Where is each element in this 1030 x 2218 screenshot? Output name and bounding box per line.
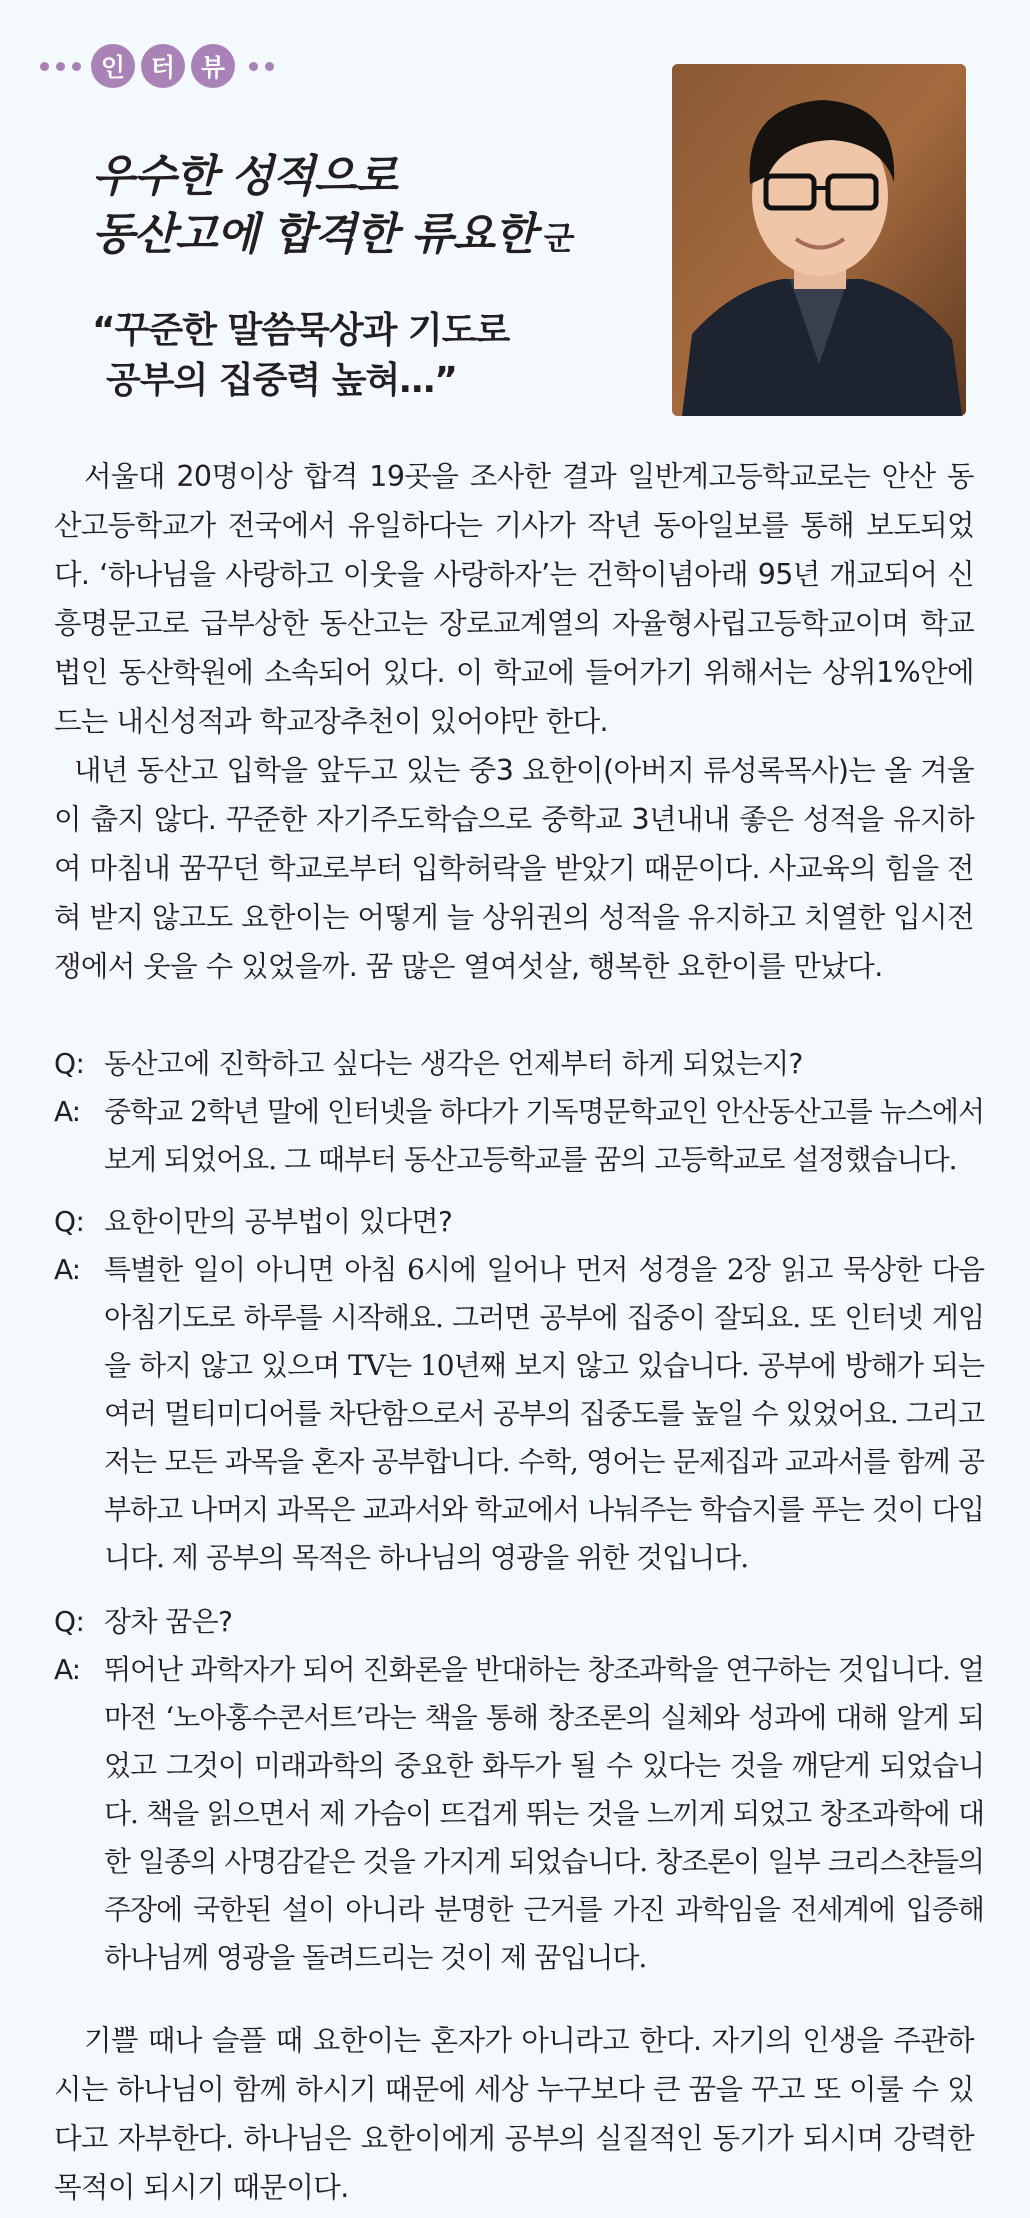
- qa-block-3: [54, 1598, 984, 1982]
- interview-badge: [40, 44, 281, 88]
- answer: [54, 1246, 984, 1582]
- article-subtitle: [92, 306, 652, 406]
- decor-dot-icon: [265, 62, 274, 71]
- outro-text: 기쁠 때나 슬플 때 요한이는 혼자가 아니라고 한다. 자기의 인생을 주관하시는 하나님이 함께 하시기 때문에 세상 누구보다 큰 꿈을 꾸고 또 이룰 수 있다고 자부한다. 하나님은 요한이에게 공부의 실질적인 동기가 되시며 강력한 목적이 되시기 때문이다.: [54, 2024, 974, 2204]
- question-label: Q:: [54, 1605, 85, 1638]
- portrait-photo: [672, 64, 966, 416]
- title-line-1: 우수한 성적으로: [92, 151, 397, 202]
- intro-paragraph-2: 내년 동산고 입학을 앞두고 있는 중3 요한이(아버지 류성록목사)는 올 겨울이 춥지 않다. 꾸준한 자기주도학습으로 중학교 3년내내 좋은 성적을 유지하여 마침내 꿈꾸던 학교로부터 입학허락을 받았기 때문이다. 사교육의 힘을 전혀 받지 않고도 요한이는 어떻게 늘 상위권의 성적을 유지하고 치열한 입시전쟁에서 웃을 수 있었을까. 꿈 많은 열여섯살, 행복한 요한이를 만났다.: [54, 754, 974, 983]
- portrait-photo-icon: [672, 64, 966, 416]
- answer-text: 특별한 일이 아니면 아침 6시에 일어나 먼저 성경을 2장 읽고 묵상한 다음 아침기도로 하루를 시작해요. 그러면 공부에 집중이 잘되요. 또 인터넷 게임을 하지 않고 있으며 TV는 10년째 보지 않고 있습니다. 공부에 방해가 되는 여러 멀티미디어를 차단함으로서 공부의 집중도를 높일 수 있었어요. 그리고 저는 모든 과목을 혼자 공부합니다. 수학, 영어는 문제집과 교과서를 함께 공부하고 나머지 과목은 교과서와 학교에서 나눠주는 학습지를 푸는 것이 다입니다. 제 공부의 목적은 하나님의 영광을 위한 것입니다.: [104, 1253, 984, 1574]
- article-title: [92, 148, 652, 267]
- decor-dot-icon: [72, 62, 81, 71]
- badge-char: 터: [141, 44, 185, 88]
- qa-block-2: [54, 1198, 984, 1582]
- answer-text: 뛰어난 과학자가 되어 진화론을 반대하는 창조과학을 연구하는 것입니다. 얼마전 ‘노아홍수콘서트’라는 책을 통해 창조론의 실체와 성과에 대해 알게 되었고 그것이 미래과학의 중요한 화두가 될 수 있다는 것을 깨닫게 되었습니다. 책을 읽으면서 제 가슴이 뜨겁게 뛰는 것을 느끼게 되었고 창조과학에 대한 일종의 사명감같은 것을 가지게 되었습니다. 창조론이 일부 크리스챤들의 주장에 국한된 설이 아니라 분명한 근거를 가진 과학임을 전세계에 입증해 하나님께 영광을 돌려드리는 것이 제 꿈입니다.: [104, 1653, 984, 1974]
- answer: [54, 1646, 984, 1982]
- question-text: 동산고에 진학하고 싶다는 생각은 언제부터 하게 되었는지?: [104, 1047, 803, 1080]
- title-suffix: 군: [543, 219, 574, 257]
- question: [54, 1198, 984, 1246]
- intro-text: [54, 452, 974, 991]
- decor-dot-icon: [249, 62, 258, 71]
- answer-label: A:: [54, 1253, 81, 1286]
- answer: [54, 1088, 984, 1184]
- question: [54, 1040, 984, 1088]
- badge-char: 인: [91, 44, 135, 88]
- question-label: Q:: [54, 1047, 85, 1080]
- decor-dot-icon: [40, 62, 49, 71]
- subtitle-line-2: 공부의 집중력 높혀…”: [106, 360, 457, 401]
- question-text: 장차 꿈은?: [104, 1605, 233, 1638]
- question-text: 요한이만의 공부법이 있다면?: [104, 1205, 453, 1238]
- qa-block-1: [54, 1040, 984, 1184]
- title-line-2-text: 동산고에 합격한 류요한: [92, 209, 536, 260]
- question-label: Q:: [54, 1205, 85, 1238]
- answer-text: 중학교 2학년 말에 인터넷을 하다가 기독명문학교인 안산동산고를 뉴스에서 보게 되었어요. 그 때부터 동산고등학교를 꿈의 고등학교로 설정했습니다.: [104, 1095, 984, 1176]
- decor-dot-icon: [56, 62, 65, 71]
- badge-char: 뷰: [191, 44, 235, 88]
- intro-paragraph-1: 서울대 20명이상 합격 19곳을 조사한 결과 일반계고등학교로는 안산 동산고등학교가 전국에서 유일하다는 기사가 작년 동아일보를 통해 보도되었다. ‘하나님을 사랑하고 이웃을 사랑하자’는 건학이념아래 95년 개교되어 신흥명문고로 급부상한 동산고는 장로교계열의 자율형사립고등학교이며 학교법인 동산학원에 소속되어 있다. 이 학교에 들어가기 위해서는 상위1%안에 드는 내신성적과 학교장추천이 있어야만 한다.: [54, 460, 974, 738]
- subtitle-line-1: “꾸준한 말씀묵상과 기도로: [92, 310, 510, 351]
- answer-label: A:: [54, 1095, 81, 1128]
- title-line-2: [92, 206, 652, 267]
- question: [54, 1598, 984, 1646]
- answer-label: A:: [54, 1653, 81, 1686]
